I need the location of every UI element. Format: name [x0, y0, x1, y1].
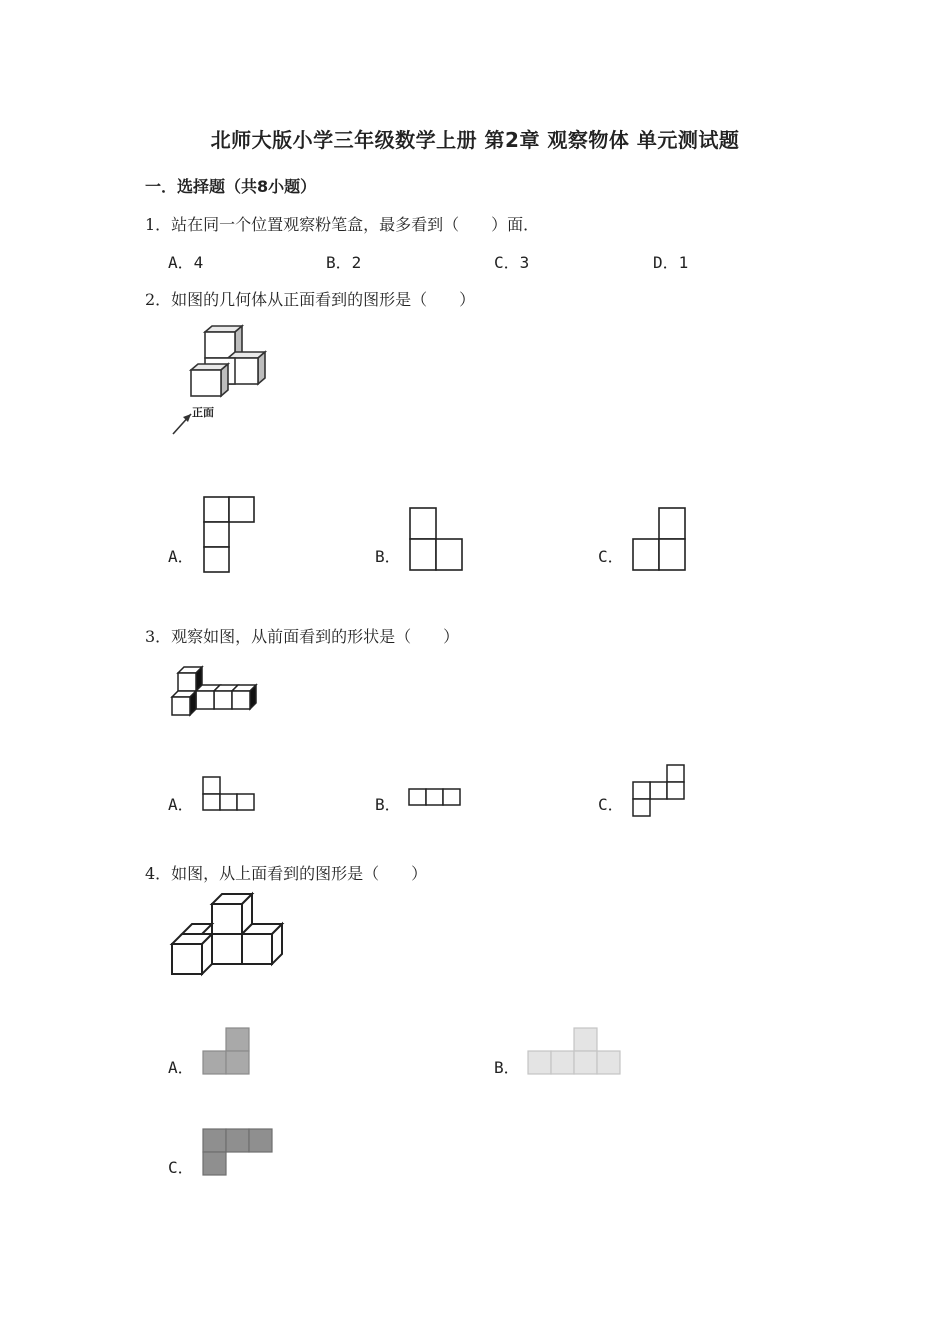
q3-option-b[interactable]: B． — [375, 795, 401, 814]
q3-option-c[interactable]: C． — [598, 795, 624, 814]
q1-option-b[interactable]: B．2 — [326, 253, 362, 272]
front-label: 正面 — [192, 406, 214, 419]
q3-option-b-figure[interactable] — [408, 788, 462, 808]
q4-option-c-figure[interactable] — [202, 1128, 276, 1178]
q3-option-a[interactable]: A． — [168, 795, 194, 814]
q1-option-a[interactable]: A．4 — [168, 253, 204, 272]
q3-option-c-figure[interactable] — [632, 764, 686, 818]
question-4-text: 4．如图，从上面看到的图形是（ ） — [145, 864, 428, 883]
question-1-text: 1．站在同一个位置观察粉笔盒，最多看到（ ）面． — [145, 215, 540, 234]
q2-option-c-figure[interactable] — [632, 507, 686, 571]
page-title: 北师大版小学三年级数学上册 第2章 观察物体 单元测试题 — [210, 128, 740, 152]
q4-solid-figure — [168, 890, 288, 980]
q4-option-c[interactable]: C． — [168, 1158, 194, 1177]
q4-option-b-figure[interactable] — [527, 1027, 623, 1077]
q2-option-b[interactable]: B． — [375, 547, 401, 566]
q4-option-a-figure[interactable] — [202, 1027, 252, 1077]
q4-option-a[interactable]: A． — [168, 1058, 194, 1077]
q1-option-c[interactable]: C．3 — [494, 253, 530, 272]
q2-option-a-figure[interactable] — [203, 496, 255, 576]
question-3-text: 3．观察如图，从前面看到的形状是（ ） — [145, 627, 460, 646]
q4-option-b[interactable]: B． — [494, 1058, 520, 1077]
q2-option-c[interactable]: C． — [598, 547, 624, 566]
q2-solid-figure — [165, 320, 275, 440]
q1-option-d[interactable]: D．1 — [653, 253, 689, 272]
q3-solid-figure — [168, 665, 260, 717]
question-2-text: 2．如图的几何体从正面看到的图形是（ ） — [145, 290, 476, 309]
q3-option-a-figure[interactable] — [202, 776, 256, 812]
q2-option-a[interactable]: A． — [168, 547, 194, 566]
q2-option-b-figure[interactable] — [409, 507, 463, 571]
section-heading: 一．选择题（共8小题） — [145, 177, 317, 196]
